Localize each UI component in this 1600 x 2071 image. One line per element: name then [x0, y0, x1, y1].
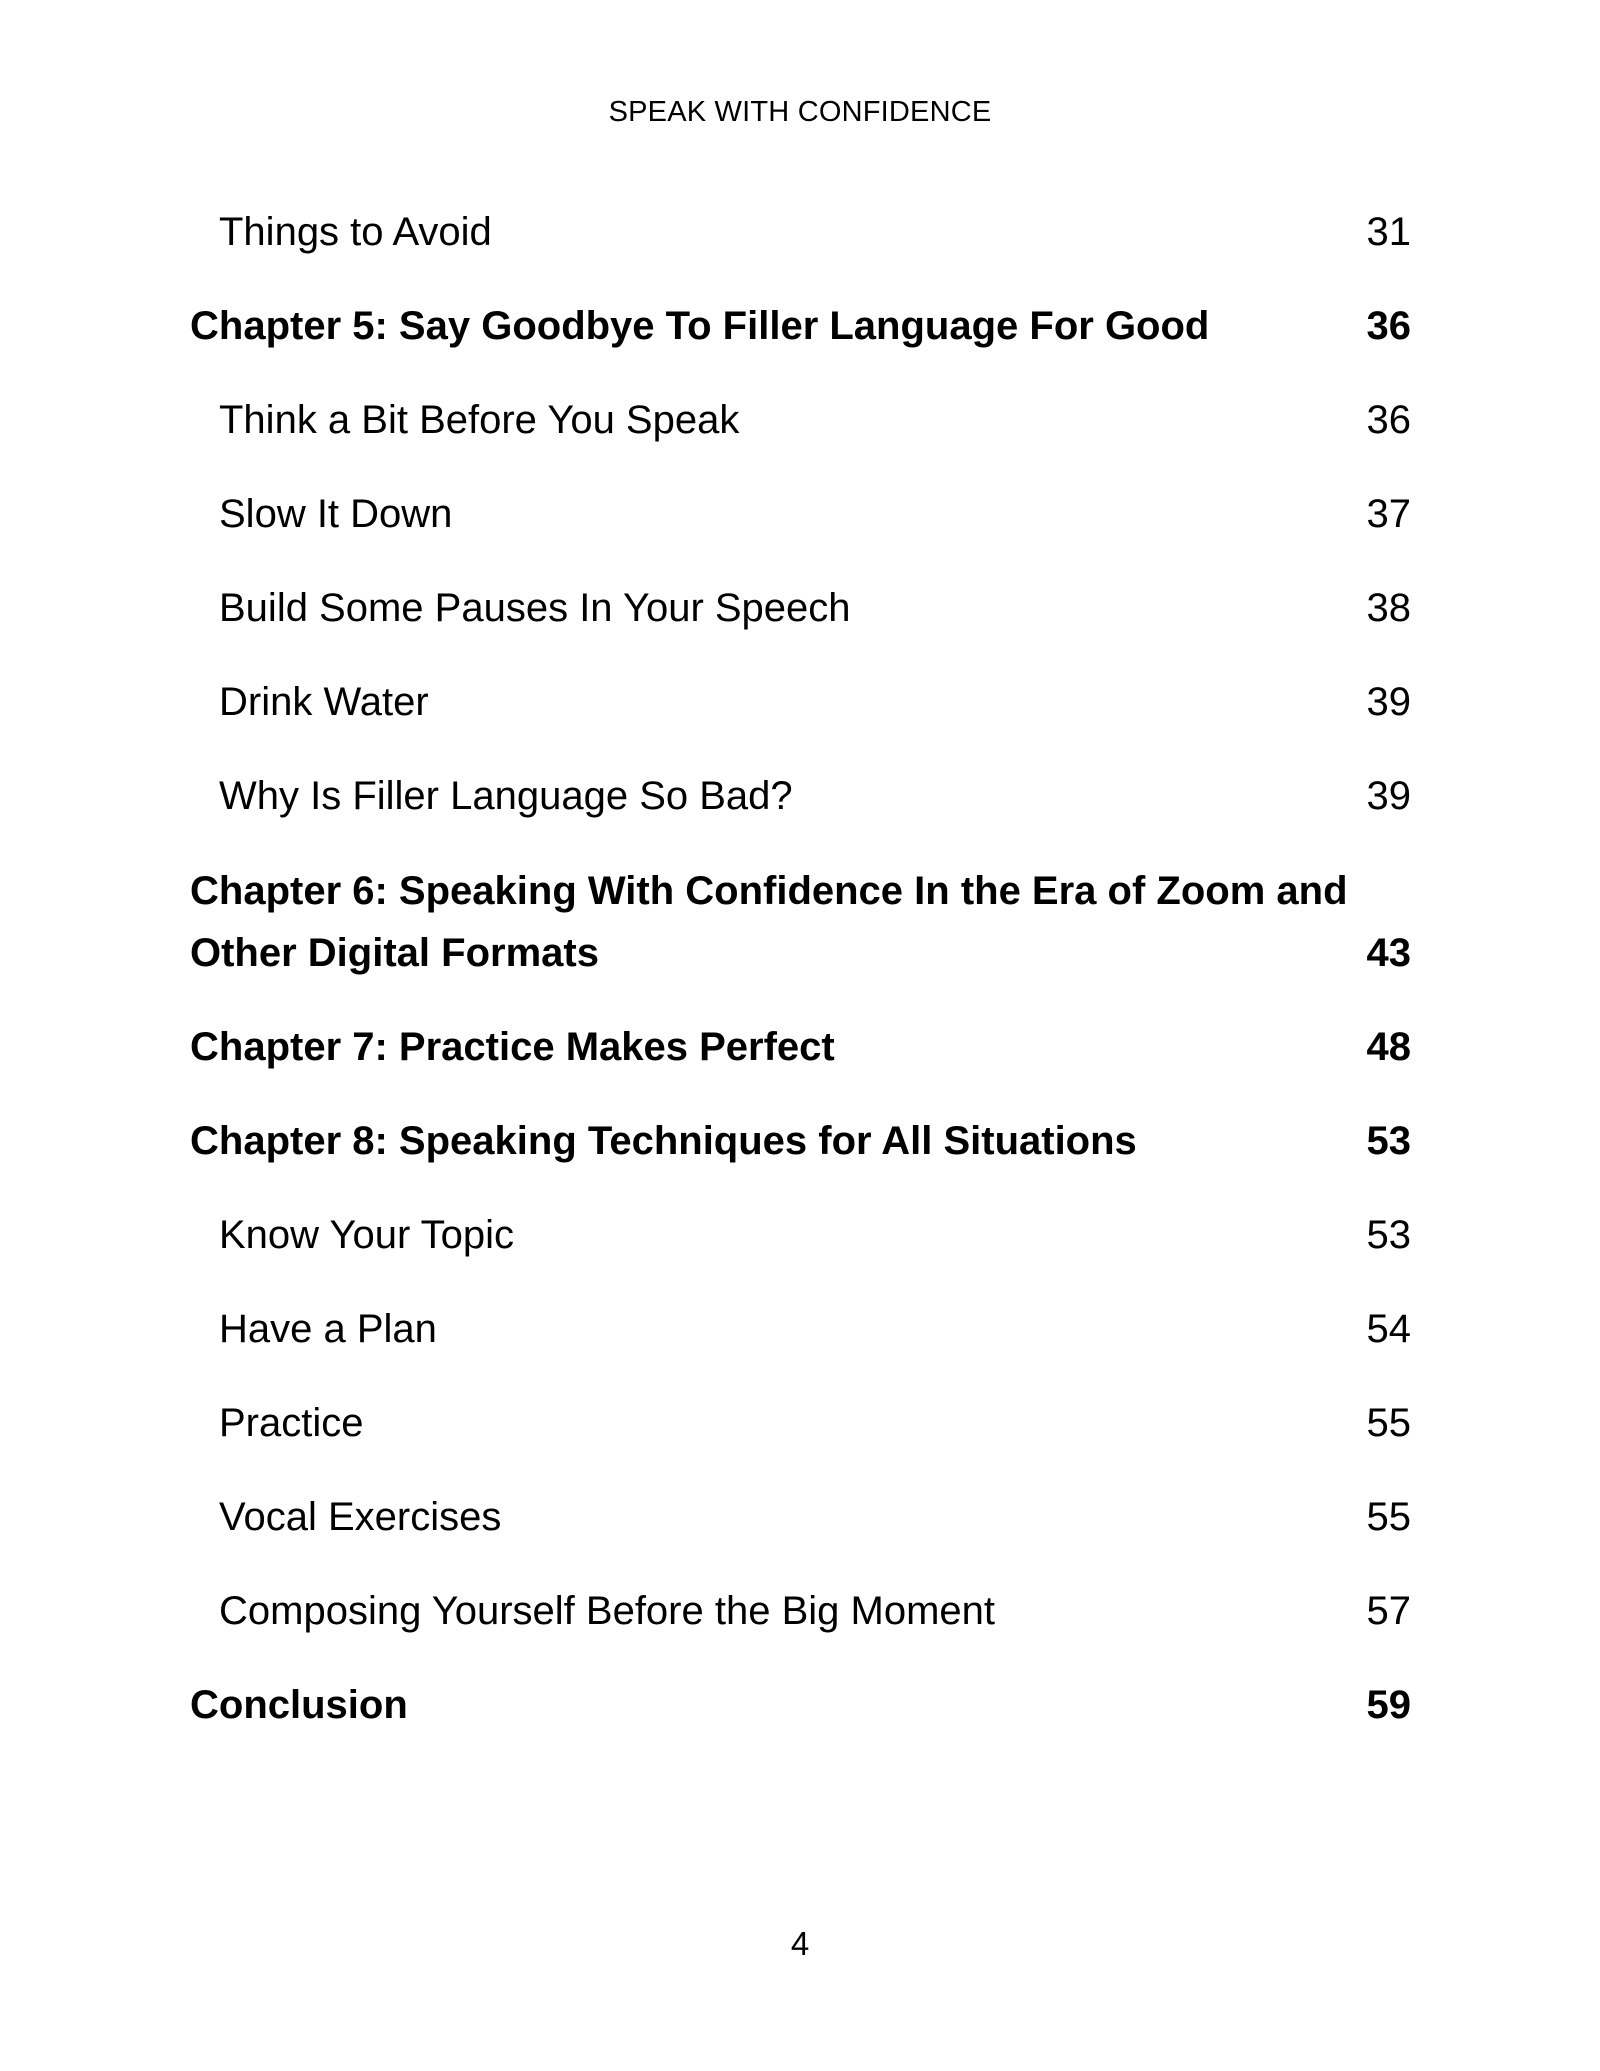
toc-chapter-entry[interactable] — [190, 1658, 1411, 1752]
toc-entry[interactable] — [190, 655, 1411, 749]
toc-entry-title: Slow It Down — [219, 491, 453, 536]
toc-entry[interactable] — [190, 749, 1411, 843]
toc-entry-title: Build Some Pauses In Your Speech — [219, 585, 851, 630]
toc-entry-page: 36 — [1366, 397, 1411, 442]
toc-entry-title: Chapter 6: Speaking With Confidence In the Era of Zoom and Other Digital Formats — [190, 868, 1348, 975]
running-header: SPEAK WITH CONFIDENCE — [608, 96, 992, 128]
toc-entry[interactable] — [190, 561, 1411, 655]
toc-entry-page: 31 — [1366, 209, 1411, 254]
toc-entry[interactable] — [190, 1564, 1411, 1658]
toc-entry-page: 53 — [1366, 1212, 1411, 1257]
toc-entry-title: Know Your Topic — [219, 1212, 515, 1257]
toc-chapter-entry[interactable] — [190, 843, 1411, 1000]
toc-entry-title: Think a Bit Before You Speak — [219, 397, 740, 442]
toc-entry-page: 59 — [1366, 1682, 1411, 1727]
table-of-contents — [190, 185, 1411, 1752]
toc-entry-title: Things to Avoid — [219, 209, 492, 254]
toc-entry-page: 39 — [1366, 679, 1411, 724]
toc-entry-page: 57 — [1366, 1588, 1411, 1633]
toc-entry-page: 48 — [1366, 1024, 1411, 1069]
toc-entry-title: Chapter 7: Practice Makes Perfect — [190, 1024, 835, 1069]
toc-entry-title: Have a Plan — [219, 1306, 437, 1351]
toc-entry[interactable] — [190, 373, 1411, 467]
toc-entry[interactable] — [190, 185, 1411, 279]
toc-chapter-entry[interactable] — [190, 1094, 1411, 1188]
toc-entry-title: Chapter 5: Say Goodbye To Filler Language For Good — [190, 303, 1210, 348]
toc-entry-page: 36 — [1366, 303, 1411, 348]
toc-entry-title: Conclusion — [190, 1682, 408, 1727]
page-number: 4 — [790, 1925, 810, 1962]
toc-entry-page: 43 — [1366, 930, 1411, 975]
toc-entry-page: 37 — [1366, 491, 1411, 536]
toc-entry-title: Drink Water — [219, 679, 429, 724]
toc-chapter-entry[interactable] — [190, 1000, 1411, 1094]
toc-entry-title: Why Is Filler Language So Bad? — [219, 773, 793, 818]
toc-entry[interactable] — [190, 467, 1411, 561]
toc-entry[interactable] — [190, 1470, 1411, 1564]
toc-entry[interactable] — [190, 1282, 1411, 1376]
toc-entry-title: Practice — [219, 1400, 364, 1445]
toc-entry-title: Composing Yourself Before the Big Moment — [219, 1588, 995, 1633]
toc-entry-title: Vocal Exercises — [219, 1494, 502, 1539]
toc-entry-page: 38 — [1366, 585, 1411, 630]
toc-entry-page: 39 — [1366, 773, 1411, 818]
toc-entry[interactable] — [190, 1376, 1411, 1470]
toc-chapter-entry[interactable] — [190, 279, 1411, 373]
toc-entry-page: 53 — [1366, 1118, 1411, 1163]
toc-entry-title: Chapter 8: Speaking Techniques for All Situations — [190, 1118, 1137, 1163]
toc-entry-page: 55 — [1366, 1494, 1411, 1539]
toc-entry[interactable] — [190, 1188, 1411, 1282]
toc-entry-page: 54 — [1366, 1306, 1411, 1351]
toc-entry-page: 55 — [1366, 1400, 1411, 1445]
